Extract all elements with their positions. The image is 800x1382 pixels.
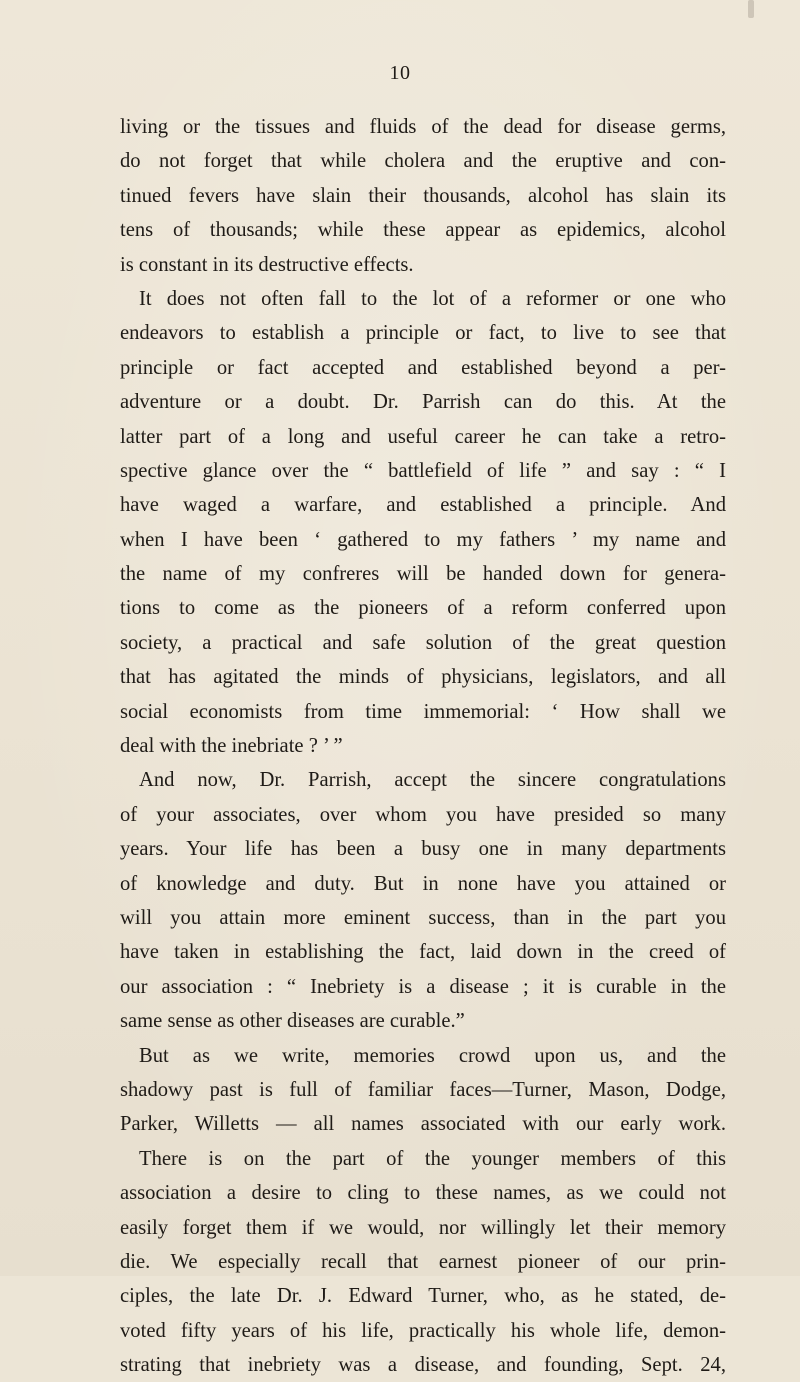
body-text [120, 110, 726, 1382]
text-line: ciples, the late Dr. J. Edward Turner, who, as he stated, de- [120, 1285, 726, 1308]
text-line: Parker, Willetts — all names associated with our early work. [120, 1113, 726, 1136]
text-line: It does not often fall to the lot of a reformer or one who [139, 287, 726, 310]
page-number: 10 [389, 62, 411, 84]
text-line: die. We especially recall that earnest pioneer of our prin- [120, 1250, 726, 1273]
page-edge-mark [748, 0, 754, 18]
text-line: is constant in its destructive effects. [120, 253, 414, 276]
text-line: latter part of a long and useful career he can take a retro- [120, 425, 726, 448]
text-line: But as we write, memories crowd upon us, and the [139, 1044, 726, 1067]
text-line: have waged a warfare, and established a principle. And [120, 494, 726, 517]
text-line: years. Your life has been a busy one in many departments [120, 838, 726, 861]
text-line: association a desire to cling to these names, as we could not [120, 1182, 726, 1205]
text-line: deal with the inebriate ? ’ ” [120, 735, 343, 758]
text-line: spective glance over the “ battlefield of life ” and say : “ I [120, 459, 726, 482]
text-line: endeavors to establish a principle or fact, to live to see that [120, 322, 726, 345]
text-line: the name of my confreres will be handed down for genera- [120, 563, 726, 586]
text-line: easily forget them if we would, nor willingly let their memory [120, 1216, 726, 1239]
text-line: tions to come as the pioneers of a reform conferred upon [120, 597, 726, 620]
text-line: social economists from time immemorial: ‘ How shall we [120, 700, 726, 723]
text-line: of knowledge and duty. But in none have you attained or [120, 872, 726, 895]
text-line: tinued fevers have slain their thousands, alcohol has slain its [120, 184, 726, 207]
text-line: shadowy past is full of familiar faces—Turner, Mason, Dodge, [120, 1078, 726, 1101]
text-line: have taken in establishing the fact, laid down in the creed of [120, 941, 726, 964]
text-line: strating that inebriety was a disease, and founding, Sept. 24, [120, 1354, 726, 1377]
text-line: adventure or a doubt. Dr. Parrish can do this. At the [120, 391, 726, 414]
text-line: that has agitated the minds of physicians, legislators, and all [120, 666, 726, 689]
text-line: voted fifty years of his life, practically his whole life, demon- [120, 1319, 726, 1342]
text-line: same sense as other diseases are curable.” [120, 1010, 465, 1033]
text-line: And now, Dr. Parrish, accept the sincere congratulations [139, 769, 726, 792]
text-line: principle or fact accepted and established beyond a per- [120, 356, 726, 379]
text-line: our association : “ Inebriety is a disease ; it is curable in the [120, 975, 726, 998]
text-line: will you attain more eminent success, than in the part you [120, 906, 726, 929]
text-line: tens of thousands; while these appear as epidemics, alcohol [120, 219, 726, 242]
text-line: society, a practical and safe solution of the great question [120, 631, 726, 654]
text-line: when I have been ‘ gathered to my fathers ’ my name and [120, 528, 726, 551]
text-line: There is on the part of the younger members of this [139, 1147, 726, 1170]
text-line: living or the tissues and fluids of the dead for disease germs, [120, 116, 726, 138]
text-line: of your associates, over whom you have presided so many [120, 803, 726, 826]
text-line: do not forget that while cholera and the eruptive and con- [120, 150, 726, 173]
